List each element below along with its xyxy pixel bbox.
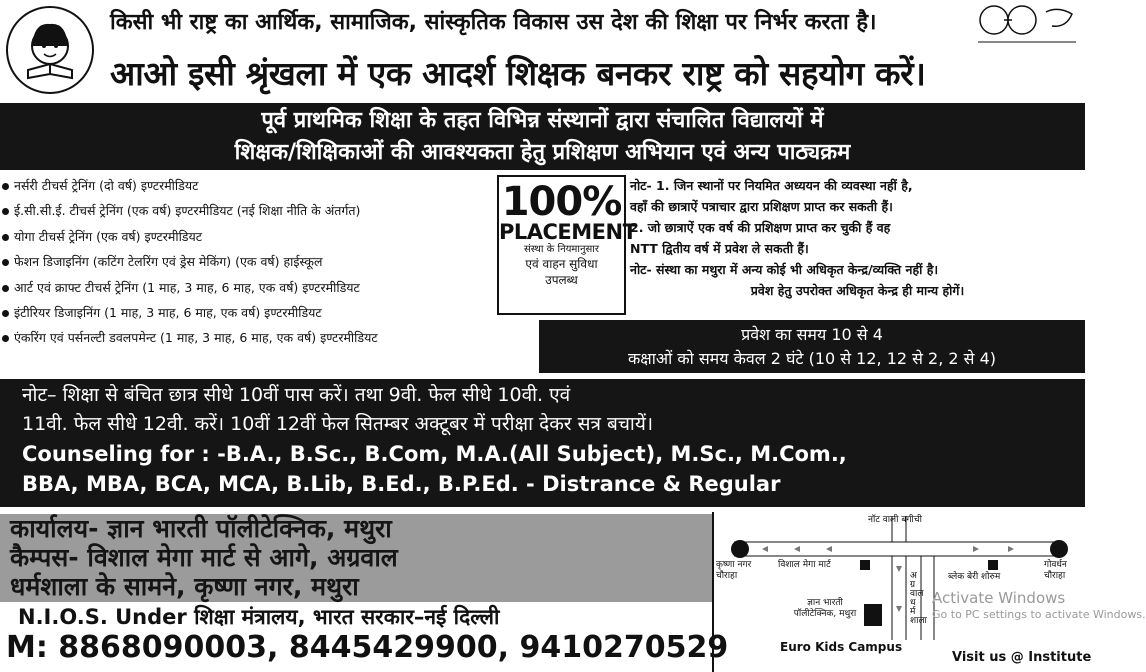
note-2a: 2. जो छात्राऐं एक वर्ष की प्रशिक्षण प्राप्त कर चुकी हैं वह xyxy=(630,220,891,235)
note-1a: नोट- 1. जिन स्थानों पर नियमित अध्ययन की व्यवस्था नहीं है, xyxy=(630,178,913,193)
bullet-icon xyxy=(2,234,9,241)
header-line-2: आओ इसी श्रृंखला में एक आदर्श शिक्षक बनकर राष्ट्र को सहयोग करें। xyxy=(110,54,926,93)
bullet-icon xyxy=(2,310,9,317)
office-line-3: धर्मशाला के सामने, कृष्णा नगर, मथुरा xyxy=(10,572,359,601)
note-3a: नोट- संस्था का मथुरा में अन्य कोई भी अधिकृत केन्द्र/व्यक्ति नहीं है। xyxy=(630,262,939,277)
office-line-1: कार्यालय- ज्ञान भारती पॉलीटेक्निक, मथुरा xyxy=(10,514,392,543)
location-map xyxy=(712,512,1146,672)
note-3b: प्रवेश हेतु उपरोक्त अधिकृत केन्द्र ही मान्य होगें। xyxy=(750,283,965,298)
list-item: आर्ट एवं क्राफ्ट टीचर्स ट्रेनिंग (1 माह, 3 माह, 6 माह, एक वर्ष) इण्टरमीडियट xyxy=(2,275,507,300)
bullet-icon xyxy=(2,285,9,292)
note-2b: NTT द्वितीय वर्ष में प्रवेश ले सकती हैं। xyxy=(630,241,809,256)
map-label-top: नॉट वाली बगीची xyxy=(868,515,922,525)
list-item: योगा टीचर्स ट्रेनिंग (एक वर्ष) इण्टरमीडियट xyxy=(2,224,507,249)
bullet-icon xyxy=(2,183,9,190)
beti-padhao-logo-icon xyxy=(4,4,96,96)
banner-line-1: पूर्व प्राथमिक शिक्षा के तहत विभिन्न संस्थानों द्वारा संचालित विद्यालयों में xyxy=(261,108,824,133)
counseling-line-2: BBA, MBA, BCA, MCA, B.Lib, B.Ed., B.P.Ed. - Distrance & Regular xyxy=(22,472,781,496)
mobile-numbers: M: 8868090003, 8445429900, 9410270529 xyxy=(6,630,729,665)
timing-line-2: कक्षाओं को समय केवल 2 घंटे (10 से 12, 12 से 2, 2 से 4) xyxy=(627,349,996,368)
list-item: ई.सी.सी.ई. टीचर्स ट्रेनिंग (एक वर्ष) इण्टरमीडियट (नई शिक्षा नीति के अंतर्गत) xyxy=(2,198,507,223)
placement-box xyxy=(497,175,637,315)
placement-sub: संस्था के नियमानुसार xyxy=(524,244,599,255)
map-label-block: ब्लेक बेरी शोरुम xyxy=(948,572,1001,582)
timing-box xyxy=(539,320,1085,373)
map-label-govardhan: गोवर्धन चौराहा xyxy=(1044,560,1067,581)
map-label-krishna: कृष्णा नगर चौराहा xyxy=(716,560,752,581)
office-line-2: कैम्पस- विशाल मेगा मार्ट से आगे, अग्रवाल xyxy=(10,543,398,572)
list-item: एंकरिंग एवं पर्सनल्टी डवलपमेन्ट (1 माह, 3 माह, 6 माह, एक वर्ष) इण्टरमीडियट xyxy=(2,325,507,350)
visit-label: Visit us @ Institute xyxy=(952,650,1092,665)
list-item: नर्सरी टीचर्स ट्रेनिंग (दो वर्ष) इण्टरमीडियट xyxy=(2,173,507,198)
placement-percent: 100% xyxy=(501,179,622,225)
bullet-icon xyxy=(2,335,9,342)
counseling-block xyxy=(0,379,1085,507)
map-label-euro: Euro Kids Campus xyxy=(780,640,903,654)
activate-watermark: Activate Windows xyxy=(932,589,1066,607)
map-label-road: अग्रवाल धर्मशाला xyxy=(910,571,927,626)
map-label-gyan: ज्ञान भारती पॉलीटेक्निक, मथुरा xyxy=(793,598,857,619)
banner-line-2: शिक्षक/शिक्षिकाओं की आवश्यकता हेतु प्रशिक्षण अभियान एवं अन्य पाठ्यक्रम xyxy=(234,140,851,165)
bignote-line-2: 11वी. फेल सीधे 12वी. करें। 10वीं 12वीं फेल सितम्बर अक्टूबर में परीक्षा देकर सत्र बचायें। xyxy=(22,413,654,435)
header xyxy=(0,0,1085,100)
map-label-vishal: विशाल मेगा मार्ट xyxy=(778,560,831,570)
notes-block xyxy=(630,175,1085,301)
nios-line: N.I.O.S. Under शिक्षा मंत्रालय, भारत सरकार–नई दिल्ली xyxy=(18,605,500,629)
header-line-1: किसी भी राष्ट्र का आर्थिक, सामाजिक, सांस्कृतिक विकास उस देश की शिक्षा पर निर्भर करता है। xyxy=(110,10,877,35)
note-1b: वहाँ की छात्राऐं पत्राचार द्वारा प्रशिक्षण प्राप्त कर सकती हैं। xyxy=(630,199,893,214)
bignote-line-1: नोट– शिक्षा से बंचित छात्र सीधे 10वीं पास करें। तथा 9वी. फेल सीधे 10वी. एवं xyxy=(22,384,571,406)
swachh-bharat-logo-icon xyxy=(972,2,1082,46)
course-list xyxy=(2,173,507,351)
placement-facility: एवं वाहन सुविधा xyxy=(525,257,598,271)
placement-word: PLACEMENT xyxy=(499,220,637,244)
counseling-line-1: Counseling for : -B.A., B.Sc., B.Com, M.A.(All Subject), M.Sc., M.Com., xyxy=(22,442,847,466)
bullet-icon xyxy=(2,259,9,266)
activate-watermark-sub: Go to PC settings to activate Windows. xyxy=(932,608,1146,621)
training-banner xyxy=(0,103,1085,170)
list-item: इंटीरियर डिजाइनिंग (1 माह, 3 माह, 6 माह, एक वर्ष) इण्टरमीडियट xyxy=(2,300,507,325)
list-item: फेशन डिजाइनिंग (कटिंग टेलरिंग एवं ड्रेस मेकिंग) (एक वर्ष) हाईस्कूल xyxy=(2,249,507,274)
office-address xyxy=(0,514,712,602)
placement-available: उपलब्ध xyxy=(545,273,578,287)
timing-line-1: प्रवेश का समय 10 से 4 xyxy=(741,325,883,344)
bullet-icon xyxy=(2,208,9,215)
